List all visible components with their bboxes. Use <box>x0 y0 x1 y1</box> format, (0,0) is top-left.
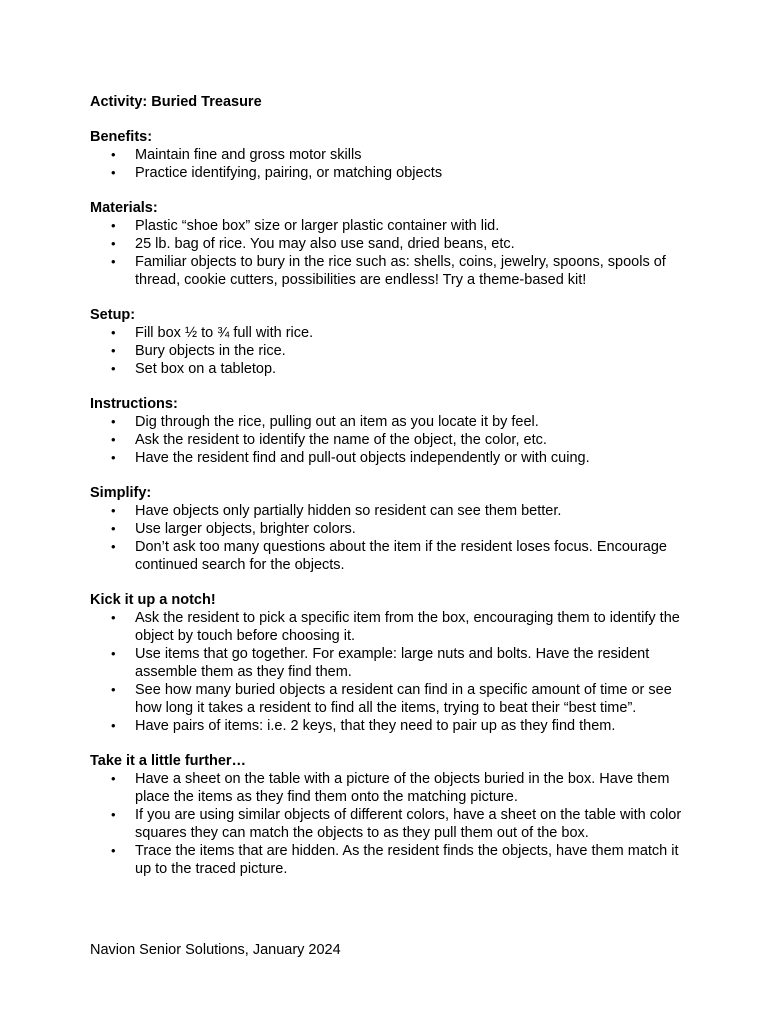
list-item <box>90 609 690 645</box>
bullet-icon: • <box>111 807 116 822</box>
list-item-text: See how many buried objects a resident can find in a specific amount of time or see how long it takes a resident to find all the items, trying to beat their “best time”. <box>135 682 672 716</box>
section <box>90 128 690 182</box>
bullet-icon: • <box>111 343 116 358</box>
list-item <box>90 431 690 449</box>
list-item-text: Fill box ½ to ¾ full with rice. <box>135 325 314 341</box>
bullet-icon: • <box>111 218 116 233</box>
bullet-icon: • <box>111 165 116 180</box>
list-item <box>90 217 690 235</box>
list-item <box>90 645 690 681</box>
section-heading: Materials: <box>90 200 158 216</box>
list-item-text: Ask the resident to pick a specific item from the box, encouraging them to identify the object by touch before choosing it. <box>135 610 680 644</box>
list-item <box>90 235 690 253</box>
document-title: Activity: Buried Treasure <box>90 94 262 110</box>
list-item-text: Bury objects in the rice. <box>135 343 286 359</box>
bullet-icon: • <box>111 843 116 858</box>
section-heading: Kick it up a notch! <box>90 592 216 608</box>
bullet-icon: • <box>111 147 116 162</box>
list-item-text: Have pairs of items: i.e. 2 keys, that they need to pair up as they find them. <box>135 718 616 734</box>
bullet-icon: • <box>111 254 116 269</box>
list-item-text: Have the resident find and pull-out objects independently or with cuing. <box>135 450 590 466</box>
section-heading: Setup: <box>90 307 136 323</box>
bullet-icon: • <box>111 682 116 697</box>
list-item <box>90 342 690 360</box>
list-item-text: 25 lb. bag of rice. You may also use sand, dried beans, etc. <box>135 236 515 252</box>
list-item <box>90 806 690 842</box>
section-heading: Take it a little further… <box>90 753 247 769</box>
document-footer: Navion Senior Solutions, January 2024 <box>90 942 341 958</box>
bullet-list <box>90 413 690 467</box>
list-item-text: Set box on a tabletop. <box>135 361 277 377</box>
list-item <box>90 842 690 878</box>
bullet-icon: • <box>111 610 116 625</box>
section-heading: Simplify: <box>90 485 152 501</box>
section-heading: Instructions: <box>90 396 178 412</box>
bullet-list <box>90 770 690 878</box>
bullet-icon: • <box>111 361 116 376</box>
list-item-text: Have a sheet on the table with a picture of the objects buried in the box. Have them place the items as they find them onto the matching picture. <box>135 771 670 805</box>
section <box>90 484 690 574</box>
list-item <box>90 538 690 574</box>
list-item-text: Don’t ask too many questions about the item if the resident loses focus. Encourage continued search for the objects. <box>135 539 667 573</box>
list-item-text: Practice identifying, pairing, or matching objects <box>135 165 443 181</box>
list-item-text: Dig through the rice, pulling out an item as you locate it by feel. <box>135 414 539 430</box>
bullet-list <box>90 217 690 289</box>
sections-container <box>90 128 690 878</box>
list-item-text: Trace the items that are hidden. As the resident finds the objects, have them match it up to the traced picture. <box>135 843 679 877</box>
section <box>90 199 690 289</box>
section <box>90 306 690 378</box>
list-item-text: Use items that go together. For example: large nuts and bolts. Have the resident assemble them as they find them. <box>135 646 650 680</box>
list-item-text: Ask the resident to identify the name of the object, the color, etc. <box>135 432 547 448</box>
list-item <box>90 449 690 467</box>
list-item <box>90 681 690 717</box>
bullet-icon: • <box>111 450 116 465</box>
list-item <box>90 360 690 378</box>
section <box>90 591 690 735</box>
list-item <box>90 164 690 182</box>
section-heading: Benefits: <box>90 129 153 145</box>
bullet-list <box>90 146 690 182</box>
list-item <box>90 770 690 806</box>
document-body <box>90 93 690 895</box>
bullet-icon: • <box>111 771 116 786</box>
section <box>90 752 690 878</box>
bullet-icon: • <box>111 432 116 447</box>
list-item <box>90 324 690 342</box>
list-item <box>90 253 690 289</box>
bullet-icon: • <box>111 414 116 429</box>
list-item <box>90 502 690 520</box>
list-item-text: Plastic “shoe box” size or larger plastic container with lid. <box>135 218 500 234</box>
list-item-text: Have objects only partially hidden so resident can see them better. <box>135 503 562 519</box>
list-item <box>90 413 690 431</box>
bullet-icon: • <box>111 325 116 340</box>
bullet-icon: • <box>111 718 116 733</box>
bullet-icon: • <box>111 521 116 536</box>
list-item-text: Use larger objects, brighter colors. <box>135 521 356 537</box>
list-item <box>90 520 690 538</box>
list-item <box>90 146 690 164</box>
list-item <box>90 717 690 735</box>
list-item-text: Maintain fine and gross motor skills <box>135 147 362 163</box>
list-item-text: Familiar objects to bury in the rice such as: shells, coins, jewelry, spoons, spools of thread, cookie cutters, possibilities are endless! Try a theme-based kit! <box>135 254 666 288</box>
bullet-list <box>90 502 690 574</box>
bullet-icon: • <box>111 503 116 518</box>
bullet-icon: • <box>111 539 116 554</box>
bullet-icon: • <box>111 236 116 251</box>
list-item-text: If you are using similar objects of different colors, have a sheet on the table with color squares they can match the objects to as they pull them out of the box. <box>135 807 682 841</box>
bullet-list <box>90 609 690 735</box>
section <box>90 395 690 467</box>
bullet-list <box>90 324 690 378</box>
bullet-icon: • <box>111 646 116 661</box>
